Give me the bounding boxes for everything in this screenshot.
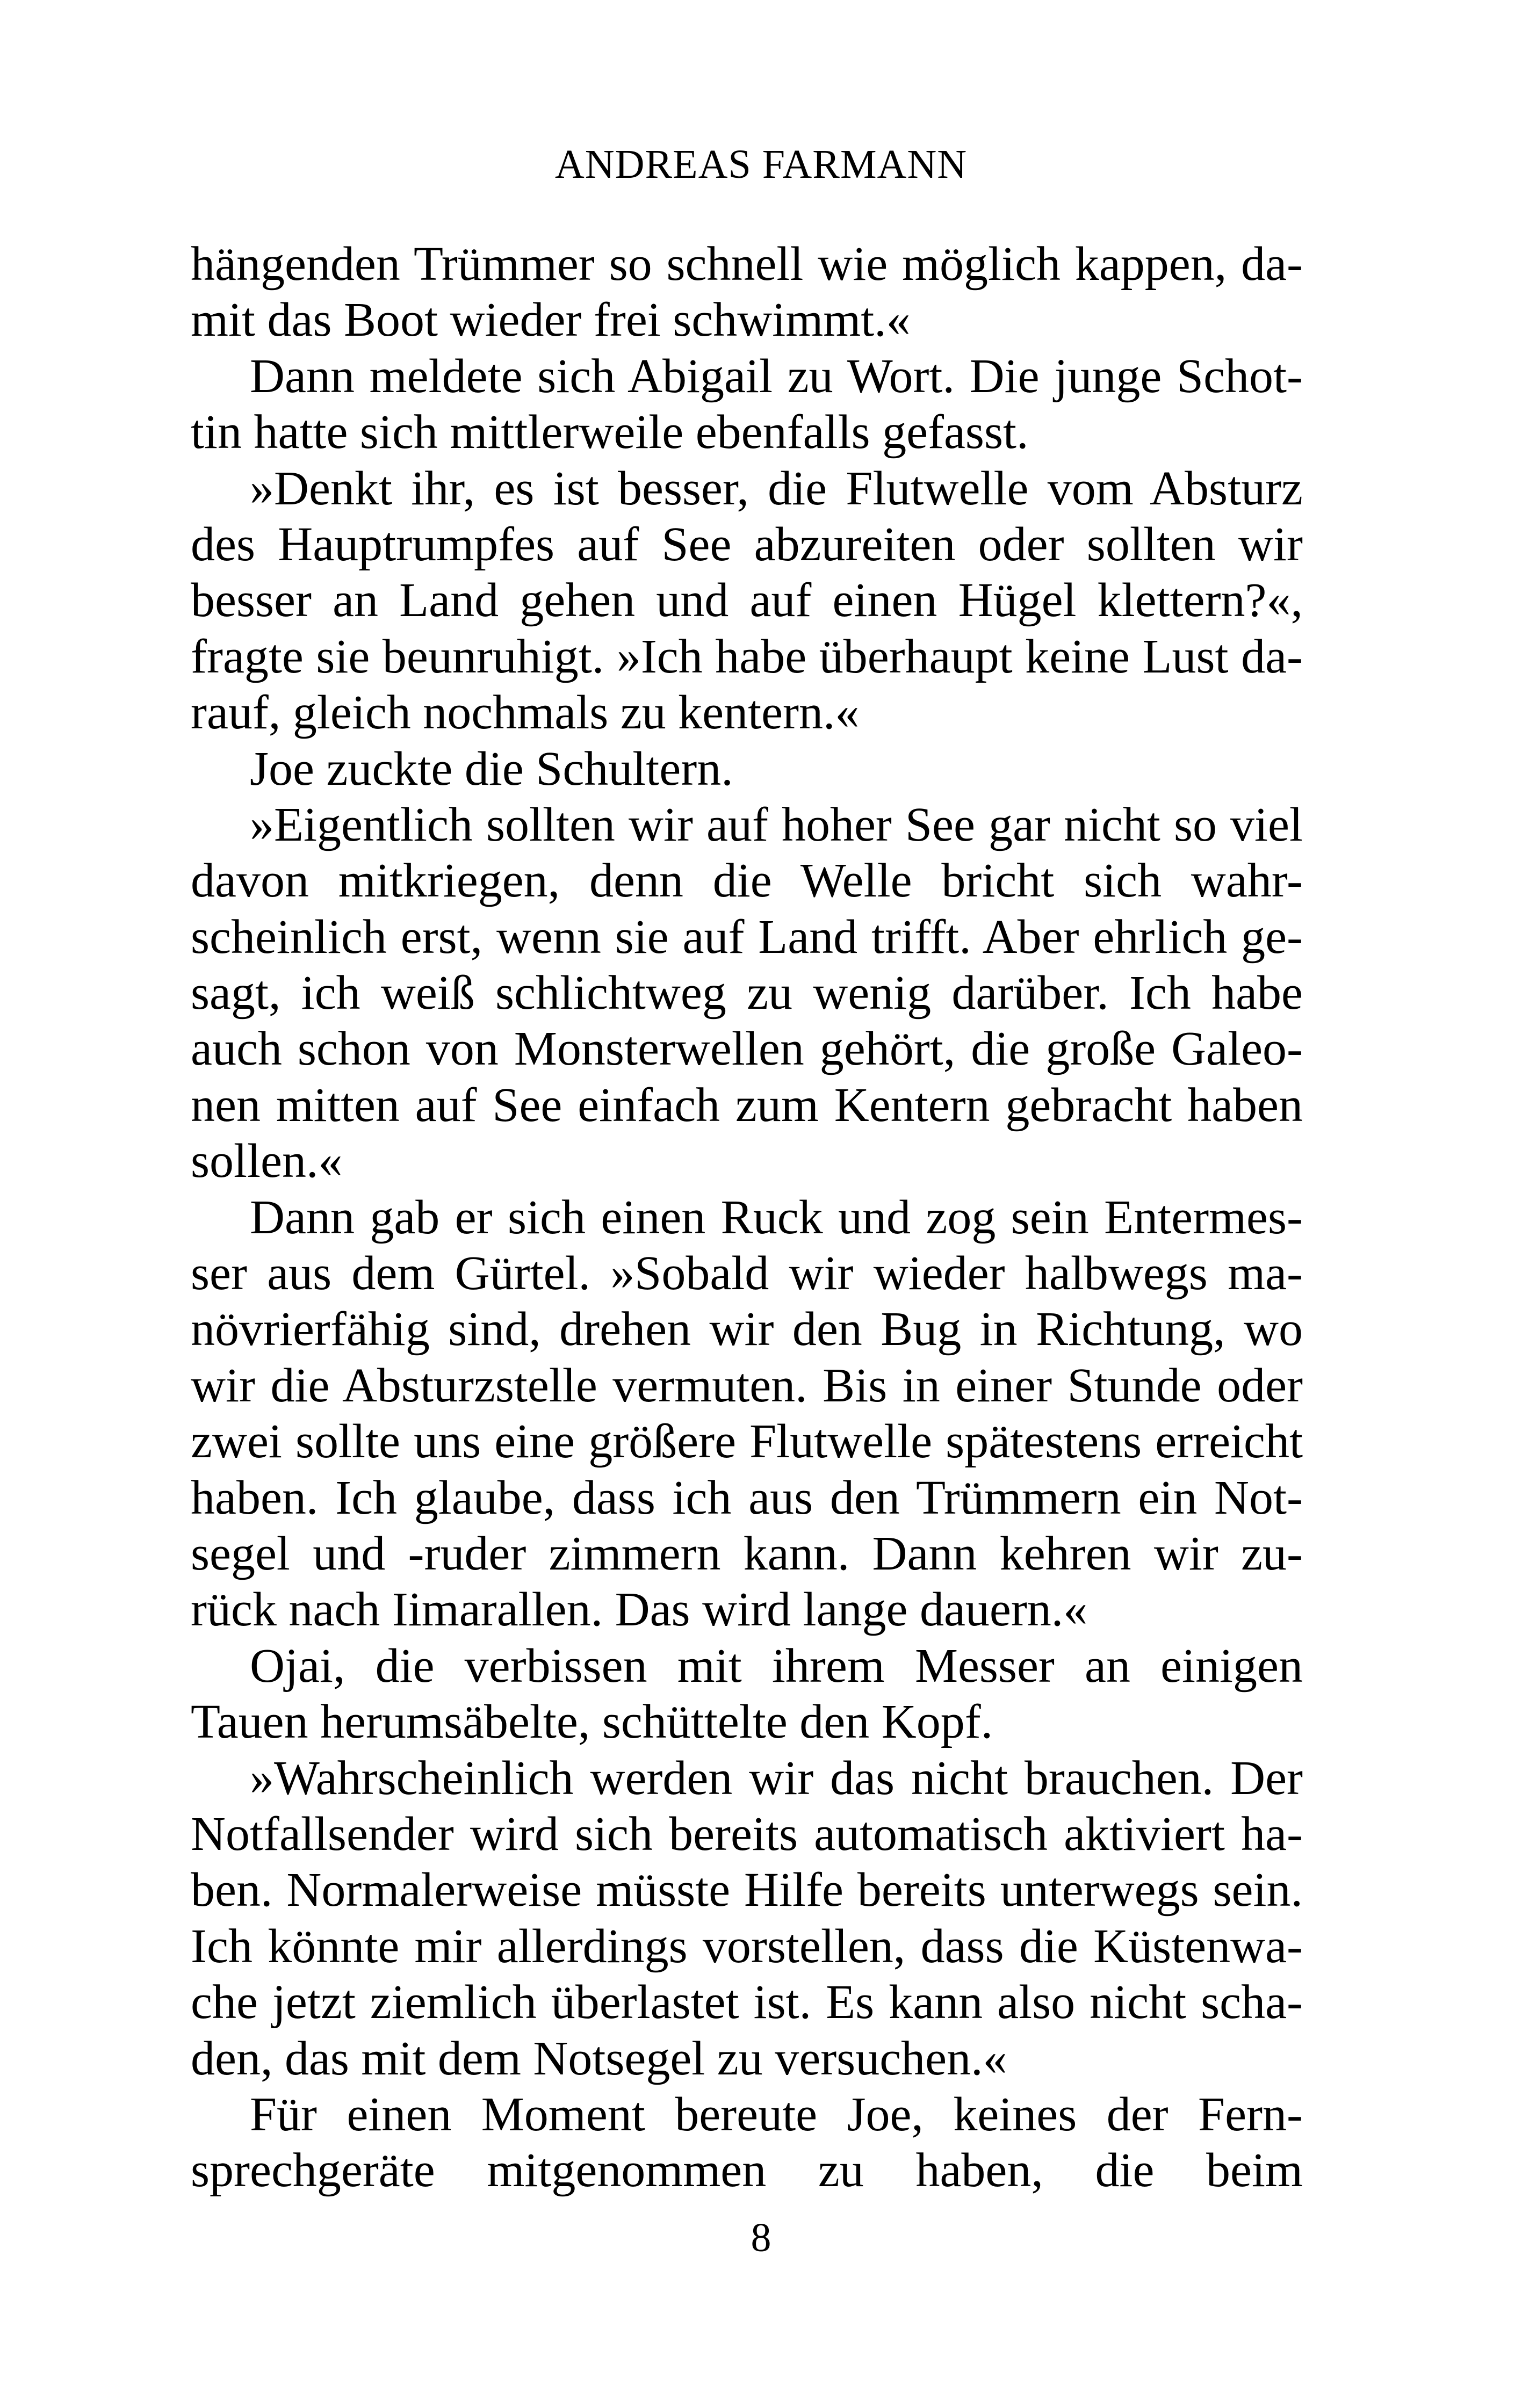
text-line: zwei sollte uns eine größere Flutwelle spätestens erreicht xyxy=(191,1415,1303,1469)
text-line: Tauen herumsäbelte, schüttelte den Kopf. xyxy=(191,1695,993,1749)
text-line: növrierfähig sind, drehen wir den Bug in Richtung, wo xyxy=(191,1303,1303,1356)
text-line: rück nach Iimarallen. Das wird lange dauern.« xyxy=(191,1583,1088,1637)
text-line: auch schon von Monsterwellen gehört, die große Galeo- xyxy=(191,1022,1303,1076)
text-line: Für einen Moment bereute Joe, keines der Fern- xyxy=(250,2087,1303,2141)
text-line: Notfallsender wird sich bereits automatisch aktiviert ha- xyxy=(191,1807,1303,1861)
text-line: Ich könnte mir allerdings vorstellen, dass die Küstenwa- xyxy=(191,1919,1303,1973)
text-line: sollen.« xyxy=(191,1134,343,1188)
text-line: »Eigentlich sollten wir auf hoher See gar nicht so viel xyxy=(250,798,1303,851)
page-number: 8 xyxy=(751,2215,771,2260)
text-line: Joe zuckte die Schultern. xyxy=(250,742,733,796)
text-line: davon mitkriegen, denn die Welle bricht sich wahr- xyxy=(191,854,1303,908)
text-line: nen mitten auf See einfach zum Kentern gebracht haben xyxy=(191,1078,1303,1132)
text-line: Dann gab er sich einen Ruck und zog sein Entermes- xyxy=(250,1190,1303,1244)
text-line: scheinlich erst, wenn sie auf Land trifft. Aber ehrlich ge- xyxy=(191,910,1303,964)
text-line: tin hatte sich mittlerweile ebenfalls gefasst. xyxy=(191,406,1029,459)
text-line: segel und -ruder zimmern kann. Dann kehren wir zu- xyxy=(191,1527,1303,1580)
text-line: »Denkt ihr, es ist besser, die Flutwelle vom Absturz xyxy=(250,461,1303,515)
text-line: des Hauptrumpfes auf See abzureiten oder sollten wir xyxy=(191,517,1303,571)
text-line: »Wahrscheinlich werden wir das nicht brauchen. Der xyxy=(250,1751,1303,1805)
text-line: Ojai, die verbissen mit ihrem Messer an einigen xyxy=(250,1639,1303,1693)
text-line: hängenden Trümmer so schnell wie möglich kappen, da- xyxy=(191,237,1303,291)
text-line: ser aus dem Gürtel. »Sobald wir wieder halbwegs ma- xyxy=(191,1247,1303,1300)
text-line: fragte sie beunruhigt. »Ich habe überhaupt keine Lust da- xyxy=(191,630,1303,683)
text-line: rauf, gleich nochmals zu kentern.« xyxy=(191,686,860,740)
text-line: wir die Absturzstelle vermuten. Bis in einer Stunde oder xyxy=(191,1358,1303,1412)
text-line: mit das Boot wieder frei schwimmt.« xyxy=(191,293,911,347)
text-line: besser an Land gehen und auf einen Hügel klettern?«, xyxy=(191,574,1303,627)
text-line: den, das mit dem Notsegel zu versuchen.« xyxy=(191,2031,1007,2085)
text-line: sprechgeräte mitgenommen zu haben, die beim xyxy=(191,2144,1303,2197)
text-line: Dann meldete sich Abigail zu Wort. Die junge Schot- xyxy=(250,349,1303,403)
running-header: ANDREAS FARMANN xyxy=(554,142,968,187)
text-line: haben. Ich glaube, dass ich aus den Trümmern ein Not- xyxy=(191,1471,1303,1524)
text-line: che jetzt ziemlich überlastet ist. Es kann also nicht scha- xyxy=(191,1976,1303,2029)
body-text xyxy=(191,236,1303,2199)
text-line: sagt, ich weiß schlichtweg zu wenig darüber. Ich habe xyxy=(191,966,1303,1020)
text-line: ben. Normalerweise müsste Hilfe bereits unterwegs sein. xyxy=(191,1863,1303,1917)
